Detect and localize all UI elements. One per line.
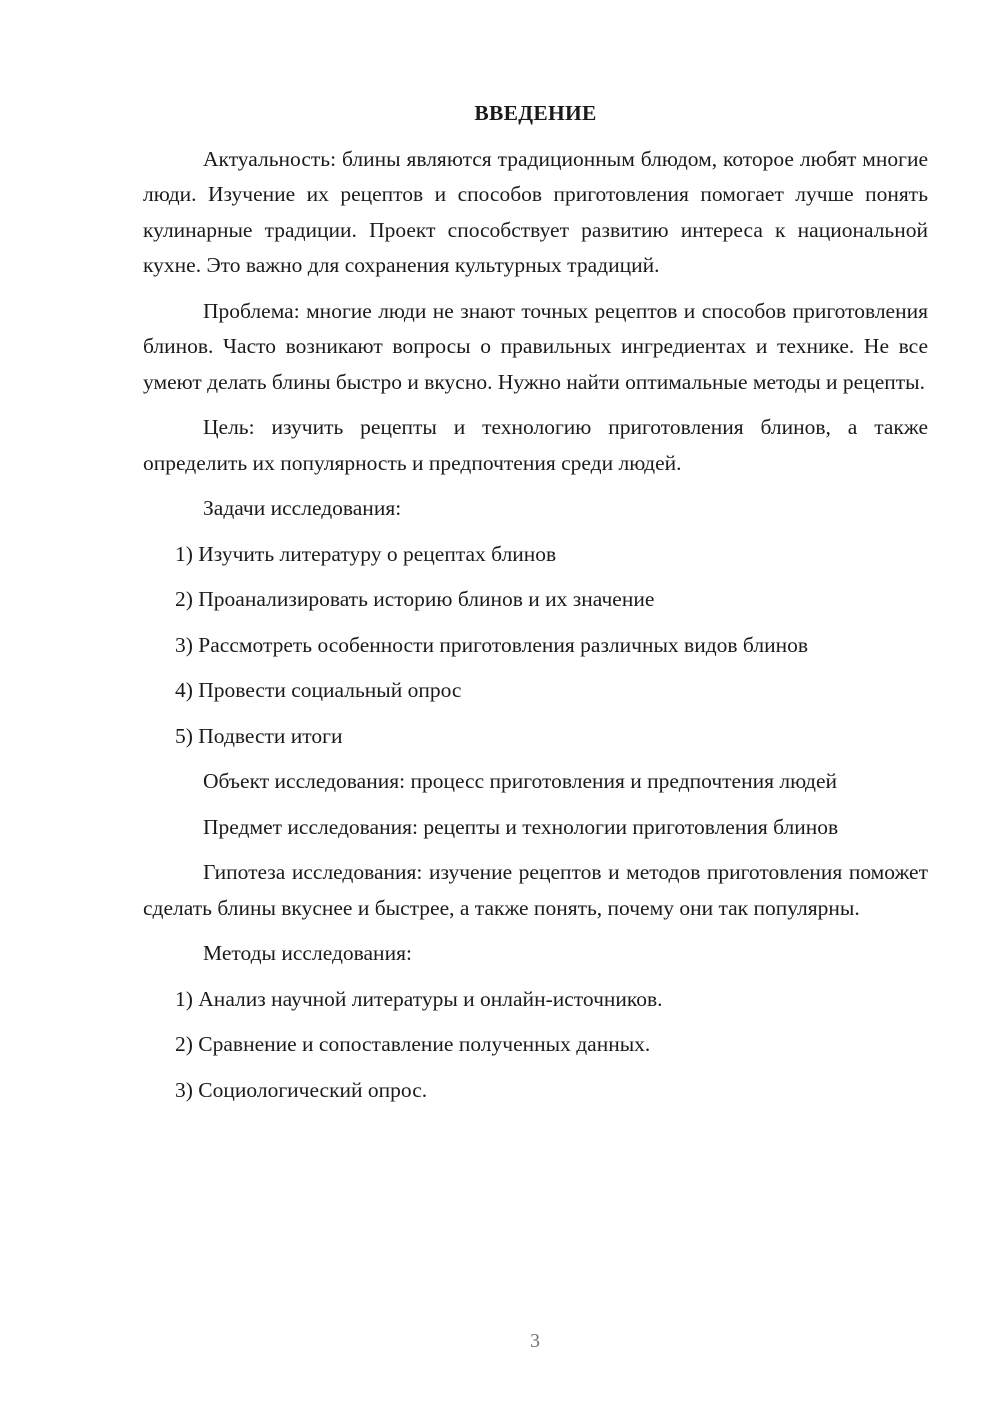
- tasks-list: [143, 537, 928, 755]
- list-item: 3) Рассмотреть особенности приготовления различных видов блинов: [175, 632, 808, 657]
- hypothesis-paragraph: Гипотеза исследования: изучение рецептов и методов приготовления поможет сделать блины вкуснее и быстрее, а также понять, почему они так популярны.: [143, 860, 928, 920]
- document-page: [143, 96, 928, 1118]
- list-item: 2) Проанализировать историю блинов и их значение: [175, 587, 655, 611]
- list-item: 4) Провести социальный опрос: [175, 678, 462, 702]
- list-item: 2) Сравнение и сопоставление полученных данных.: [175, 1032, 651, 1056]
- object-paragraph: Объект исследования: процесс приготовления и предпочтения людей: [203, 769, 838, 793]
- tasks-title: Задачи исследования:: [203, 496, 402, 520]
- list-item: 3) Социологический опрос.: [175, 1077, 428, 1102]
- goal-paragraph: Цель: изучить рецепты и технологию приготовления блинов, а также определить их популярность и предпочтения среди людей.: [143, 415, 928, 475]
- section-heading: ВВЕДЕНИЕ: [474, 101, 597, 125]
- list-item: 1) Изучить литературу о рецептах блинов: [175, 541, 557, 566]
- subject-paragraph: Предмет исследования: рецепты и технологии приготовления блинов: [203, 814, 839, 839]
- methods-title: Методы исследования:: [203, 941, 412, 965]
- list-item: 5) Подвести итоги: [175, 723, 343, 748]
- problem-paragraph: Проблема: многие люди не знают точных рецептов и способов приготовления блинов. Часто возникают вопросы о правильных ингредиентах и технике. Не все умеют делать блины быстро и вкусно. Нужно найти оптимальные методы и рецепты.: [143, 298, 928, 394]
- page-number: 3: [530, 1330, 540, 1352]
- methods-list: [143, 982, 928, 1109]
- relevance-paragraph: Актуальность: блины являются традиционным блюдом, которое любят многие люди. Изучение их рецептов и способов приготовления помогает лучше понять кулинарные традиции. Проект способствует развитию интереса к национальной кухне. Это важно для сохранения культурных традиций.: [143, 146, 928, 277]
- list-item: 1) Анализ научной литературы и онлайн-источников.: [175, 986, 663, 1011]
